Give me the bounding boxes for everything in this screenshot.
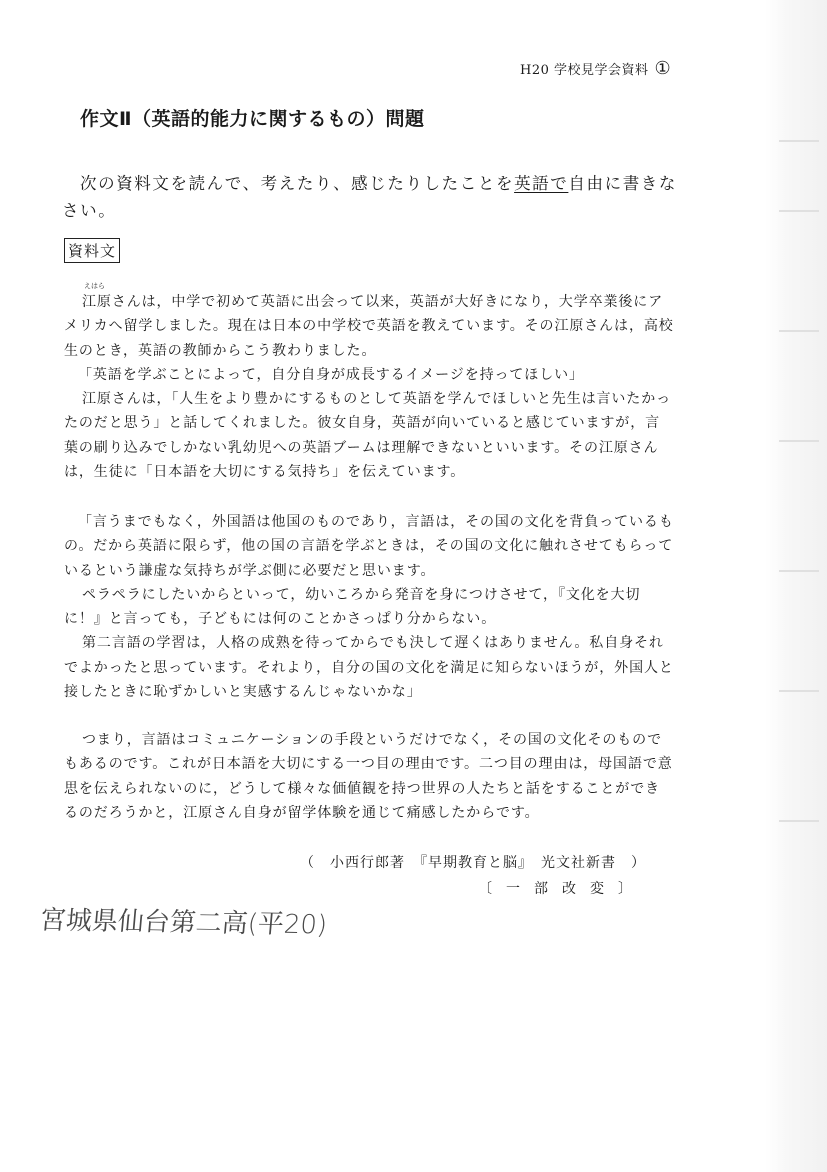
handwritten-note: 宮城県仙台第二高(平20) xyxy=(38,905,329,941)
passage-line: ペラペラにしたいからといって，幼いころから発音を身につけさせて，『文化を大切に！』と言っても，子どもには何のことかさっぱり分からない。 xyxy=(64,586,641,628)
passage-paragraph-1 xyxy=(64,290,674,484)
citation-note: 〔一部改変〕 xyxy=(478,881,646,897)
scan-line xyxy=(779,330,819,332)
passage-paragraph-2 xyxy=(64,510,674,704)
document-header xyxy=(520,58,671,79)
passage-line: 江原さんは，「人生をより豊かにするものとして英語を学んでほしいと先生は言いたかったのだと思う」と話してくれました。彼女自身，英語が向いていると感じていますが，言葉の刷り込みでしかない乳幼児への英語ブームは理解できないといいます。その江原さんは，生徒に「日本語を大切にする気持ち」を伝えています。 xyxy=(64,391,671,481)
instruction-text xyxy=(62,170,692,224)
passage-quote: 「言うまでもなく，外国語は他国のものであり，言語は，その国の文化を背負っているもの。だから英語に限らず，他の国の言語を学ぶときは，その国の文化に触れさせてもらっているという謙虚な気持ちが学ぶ側に必要だと思います。 xyxy=(64,514,674,579)
scan-line xyxy=(779,820,819,822)
instruction-emphasis: 英語で xyxy=(514,174,569,193)
page-title: 作文Ⅱ（英語的能力に関するもの）問題 xyxy=(80,108,425,130)
passage-paragraph-3 xyxy=(64,728,674,825)
citation-source: （ 小西行郎著 『早期教育と脳』 光文社新書 ） xyxy=(300,855,646,871)
page-marker: ① xyxy=(654,58,672,79)
scan-line xyxy=(779,570,819,572)
scan-line xyxy=(779,440,819,442)
passage-line: つまり，言語はコミュニケーションの手段というだけでなく，その国の文化そのものでもあるのです。これが日本語を大切にする一つ目の理由です。二つ目の理由は，母国語で意思を伝えられないのに，どうして様々な価値観を持つ世界の人たちと話をすることができるのだろうかと，江原さん自身が留学体験を通じて痛感したからです。 xyxy=(64,732,673,821)
source-label: 資料文 xyxy=(64,238,120,263)
passage-quote: 「英語を学ぶことによって，自分自身が成長するイメージを持ってほしい」 xyxy=(78,366,584,383)
scan-line xyxy=(779,690,819,692)
passage-line: 江原さんは，中学で初めて英語に出会って以来，英語が大好きになり，大学卒業後にアメリカへ留学しました。現在は日本の中学校で英語を教えています。その江原さんは，高校生のとき，英語の教師からこう教わりました。 xyxy=(64,294,674,359)
instruction-before: 次の資料文を読んで、考えたり、感じたりしたことを xyxy=(80,174,515,193)
passage-line: 第二言語の学習は，人格の成熟を待ってからでも決して遅くはありません。私自身それでよかったと思っています。それより，自分の国の文化を満足に知らないほうが，外国人と接したときに恥ずかしいと実感するんじゃないかな」 xyxy=(64,635,674,701)
instruction-after: 自由に書きなさい。 xyxy=(62,174,677,220)
scan-line xyxy=(779,140,819,142)
header-code: H20 学校見学会資料 xyxy=(520,63,649,78)
scan-edge xyxy=(765,0,827,1172)
ruby-annotation: えはら xyxy=(84,282,105,290)
scan-line xyxy=(779,210,819,212)
